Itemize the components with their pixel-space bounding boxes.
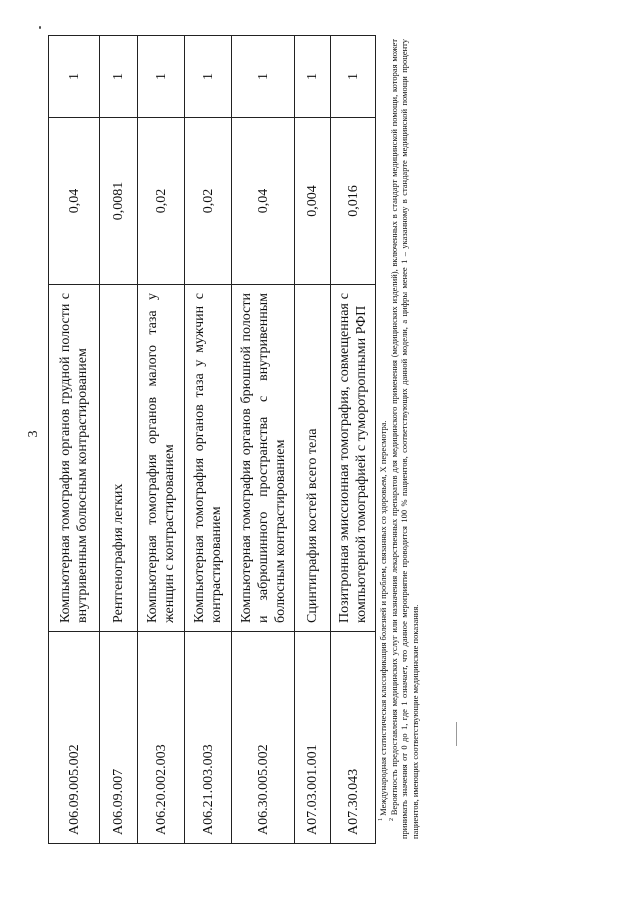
- footnote-2: [389, 39, 421, 839]
- service-name-cell: Сцинтиграфия костей всего тела: [295, 285, 331, 632]
- footnote-2-mark: 2: [388, 818, 395, 821]
- service-code-cell: A07.30.043: [331, 632, 376, 844]
- multiplicity-cell: 1: [331, 36, 376, 118]
- services-table-body: [49, 36, 376, 844]
- footnotes: [378, 39, 420, 839]
- multiplicity-cell: 1: [100, 36, 138, 118]
- service-code-cell: A06.09.005.002: [49, 632, 100, 844]
- frequency-cell: 0,04: [232, 118, 295, 285]
- service-name-cell: Компьютерная томография органов брюшной полости и забрюшинного пространства с внутривенным болюсным контрастированием: [232, 285, 295, 632]
- frequency-cell: 0,004: [295, 118, 331, 285]
- services-table: [48, 35, 376, 844]
- multiplicity-cell: 1: [49, 36, 100, 118]
- table-row: [185, 36, 232, 844]
- multiplicity-cell: 1: [138, 36, 185, 118]
- service-name-cell: Рентгенография легких: [100, 285, 138, 632]
- frequency-cell: 0,02: [185, 118, 232, 285]
- table-row: [138, 36, 185, 844]
- service-name-cell: Компьютерная томография органов таза у мужчин с контрастированием: [185, 285, 232, 632]
- service-name-cell: Компьютерная томография органов грудной полости с внутривенным болюсным контрастированием: [49, 285, 100, 632]
- frequency-cell: 0,0081: [100, 118, 138, 285]
- multiplicity-cell: 1: [295, 36, 331, 118]
- service-code-cell: A07.03.001.001: [295, 632, 331, 844]
- service-code-cell: A06.09.007: [100, 632, 138, 844]
- multiplicity-cell: 1: [185, 36, 232, 118]
- frequency-cell: 0,02: [138, 118, 185, 285]
- frequency-cell: 0,04: [49, 118, 100, 285]
- multiplicity-cell: 1: [232, 36, 295, 118]
- service-code-cell: A06.30.005.002: [232, 632, 295, 844]
- table-row: [49, 36, 100, 844]
- table-row: [232, 36, 295, 844]
- footnote-2-text: Вероятность предоставления медицинских услуг или назначения лекарственных препаратов для медицинского применения (медицинских изделий), включенных в стандарт медицинской помощи, которая может принимать значения от 0 до 1, где 1 означает, что данное мероприятие проводится 100 % пациентов, соответствующих данной модели, а цифры менее 1 – указанному в стандарте медицинской помощи проценту пациентов, имеющих соответствующие медицинские показания.: [388, 39, 420, 839]
- service-code-cell: A06.20.002.003: [138, 632, 185, 844]
- footnote-1-mark: 1: [378, 818, 385, 821]
- page-number: 3: [26, 430, 41, 438]
- footnote-1-text: Международная статистическая классификация болезней и проблем, связанных со здоровьем, X пересмотра.: [378, 420, 388, 816]
- frequency-cell: 0,016: [331, 118, 376, 285]
- table-row: [331, 36, 376, 844]
- service-name-cell: Компьютерная томография органов малого таза у женщин с контрастированием: [138, 285, 185, 632]
- table-row: [100, 36, 138, 844]
- table-row: [295, 36, 331, 844]
- service-name-cell: Позитронная эмиссионная томография, совмещенная с компьютерной томографией с туморотропными РФП: [331, 285, 376, 632]
- footnote-1: [378, 39, 389, 839]
- service-code-cell: A06.21.003.003: [185, 632, 232, 844]
